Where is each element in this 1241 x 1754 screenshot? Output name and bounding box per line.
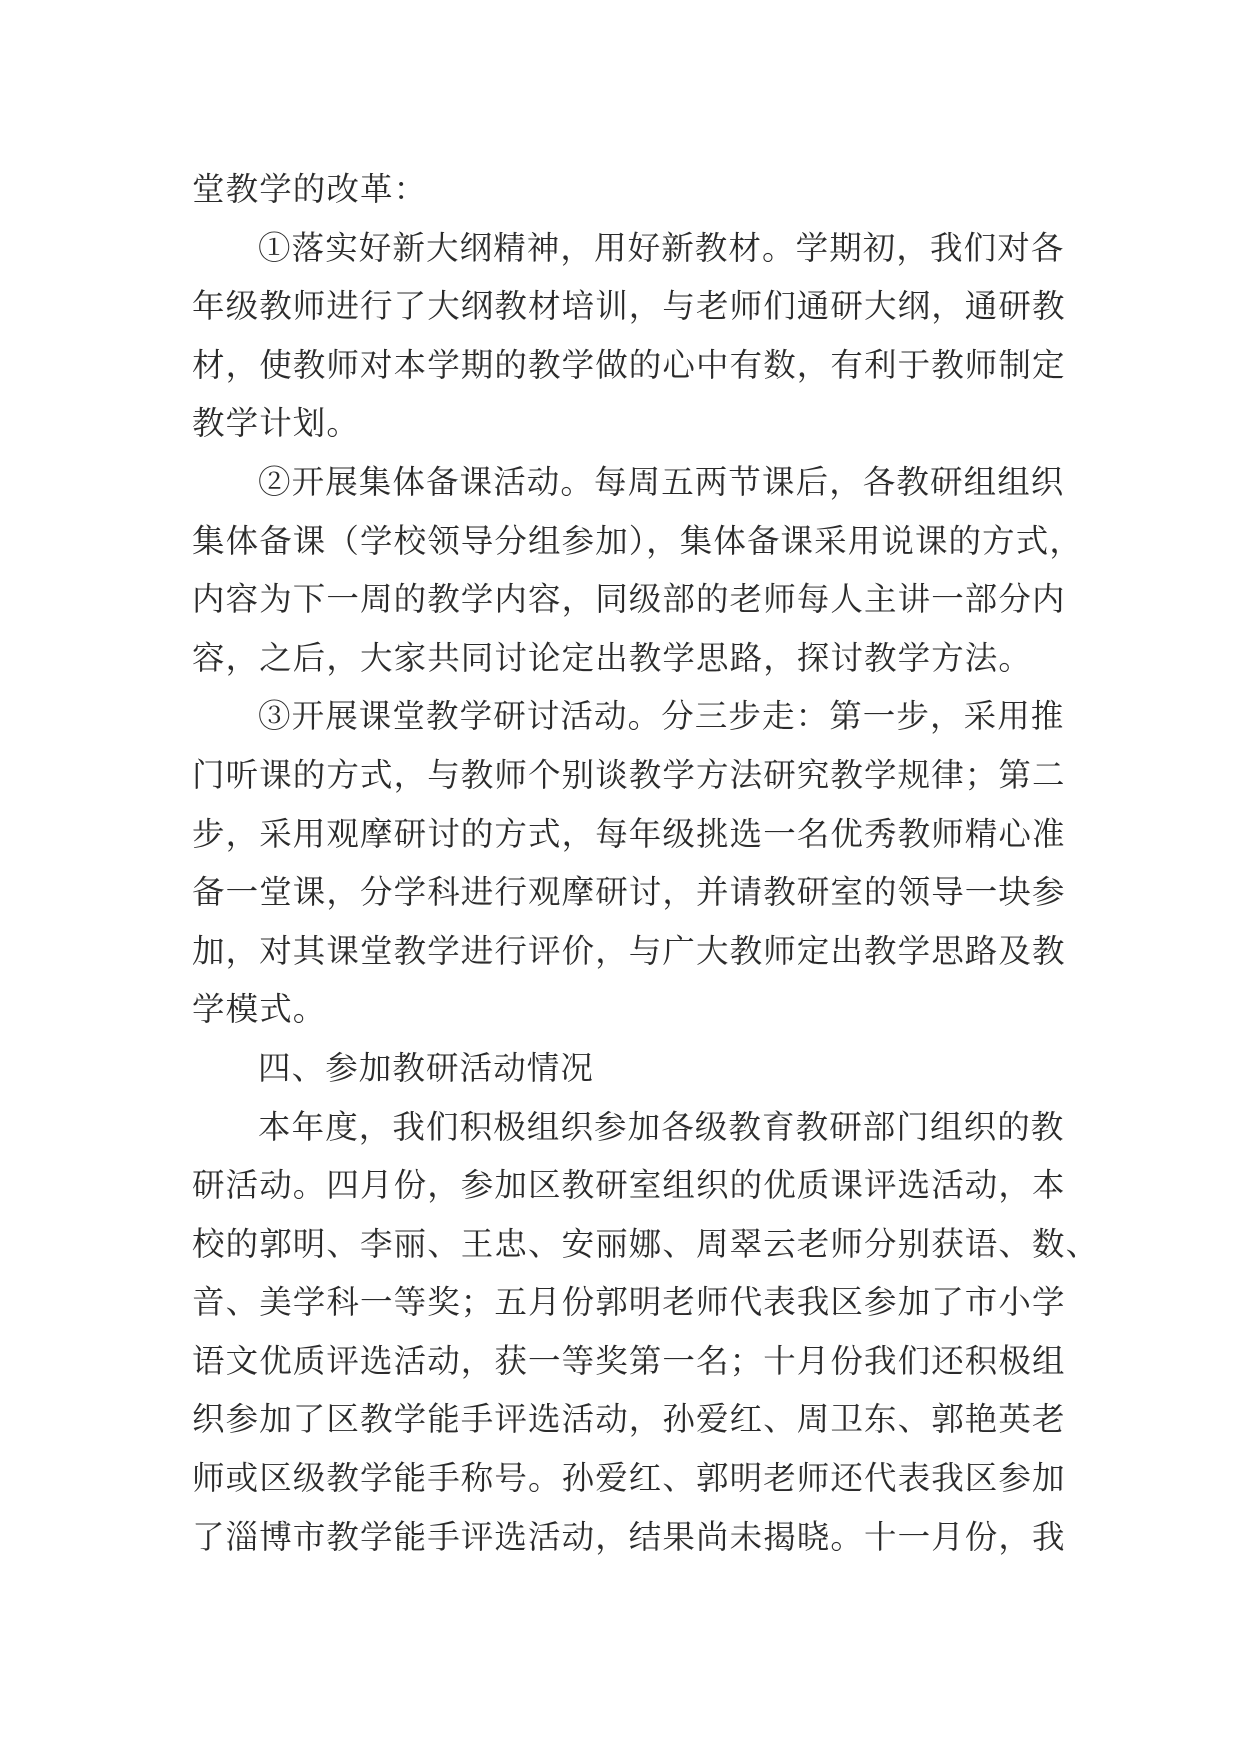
document-body [192,160,1100,1566]
text-line: 了淄博市教学能手评选活动，结果尚未揭晓。十一月份，我 [192,1517,1066,1556]
text-line: 门听课的方式，与教师个别谈教学方法研究教学规律；第二 [192,755,1066,794]
text-line: ③开展课堂教学研讨活动。分三步走：第一步，采用推 [258,697,1065,736]
text-line: 加，对其课堂教学进行评价，与广大教师定出教学思路及教 [192,931,1066,970]
text-line: 织参加了区教学能手评选活动，孙爱红、周卫东、郭艳英老 [192,1400,1066,1439]
text-line: 备一堂课，分学科进行观摩研讨，并请教研室的领导一块参 [192,873,1066,912]
text-line: ②开展集体备课活动。每周五两节课后，各教研组组织 [258,462,1065,501]
text-line: 堂教学的改革： [192,170,428,208]
text-line: 音、美学科一等奖；五月份郭明老师代表我区参加了市小学 [192,1283,1066,1322]
text-line: 语文优质评选活动，获一等奖第一名；十月份我们还积极组 [192,1341,1066,1380]
text-line: 师或区级教学能手称号。孙爱红、郭明老师还代表我区参加 [192,1459,1066,1498]
text-line: 学模式。 [192,990,327,1029]
text-line: 四、参加教研活动情况 [258,1048,595,1087]
text-line: 校的郭明、李丽、王忠、安丽娜、周翠云老师分别获语、数、 [192,1224,1100,1263]
text-line: 年级教师进行了大纲教材培训，与老师们通研大纲，通研教 [192,287,1066,326]
text-line: 容，之后，大家共同讨论定出教学思路，探讨教学方法。 [192,638,1033,677]
text-line: 集体备课（学校领导分组参加），集体备课采用说课的方式， [192,521,1083,560]
text-line: 教学计划。 [192,404,361,443]
text-line: 材，使教师对本学期的教学做的心中有数，有利于教师制定 [192,345,1066,384]
text-line: 本年度，我们积极组织参加各级教育教研部门组织的教 [258,1107,1065,1146]
text-line: 内容为下一周的教学内容，同级部的老师每人主讲一部分内 [192,580,1066,619]
text-line: ①落实好新大纲精神，用好新教材。学期初，我们对各 [258,228,1065,267]
text-line: 步，采用观摩研讨的方式，每年级挑选一名优秀教师精心准 [192,814,1066,853]
text-line: 研活动。四月份，参加区教研室组织的优质课评选活动，本 [192,1166,1066,1205]
